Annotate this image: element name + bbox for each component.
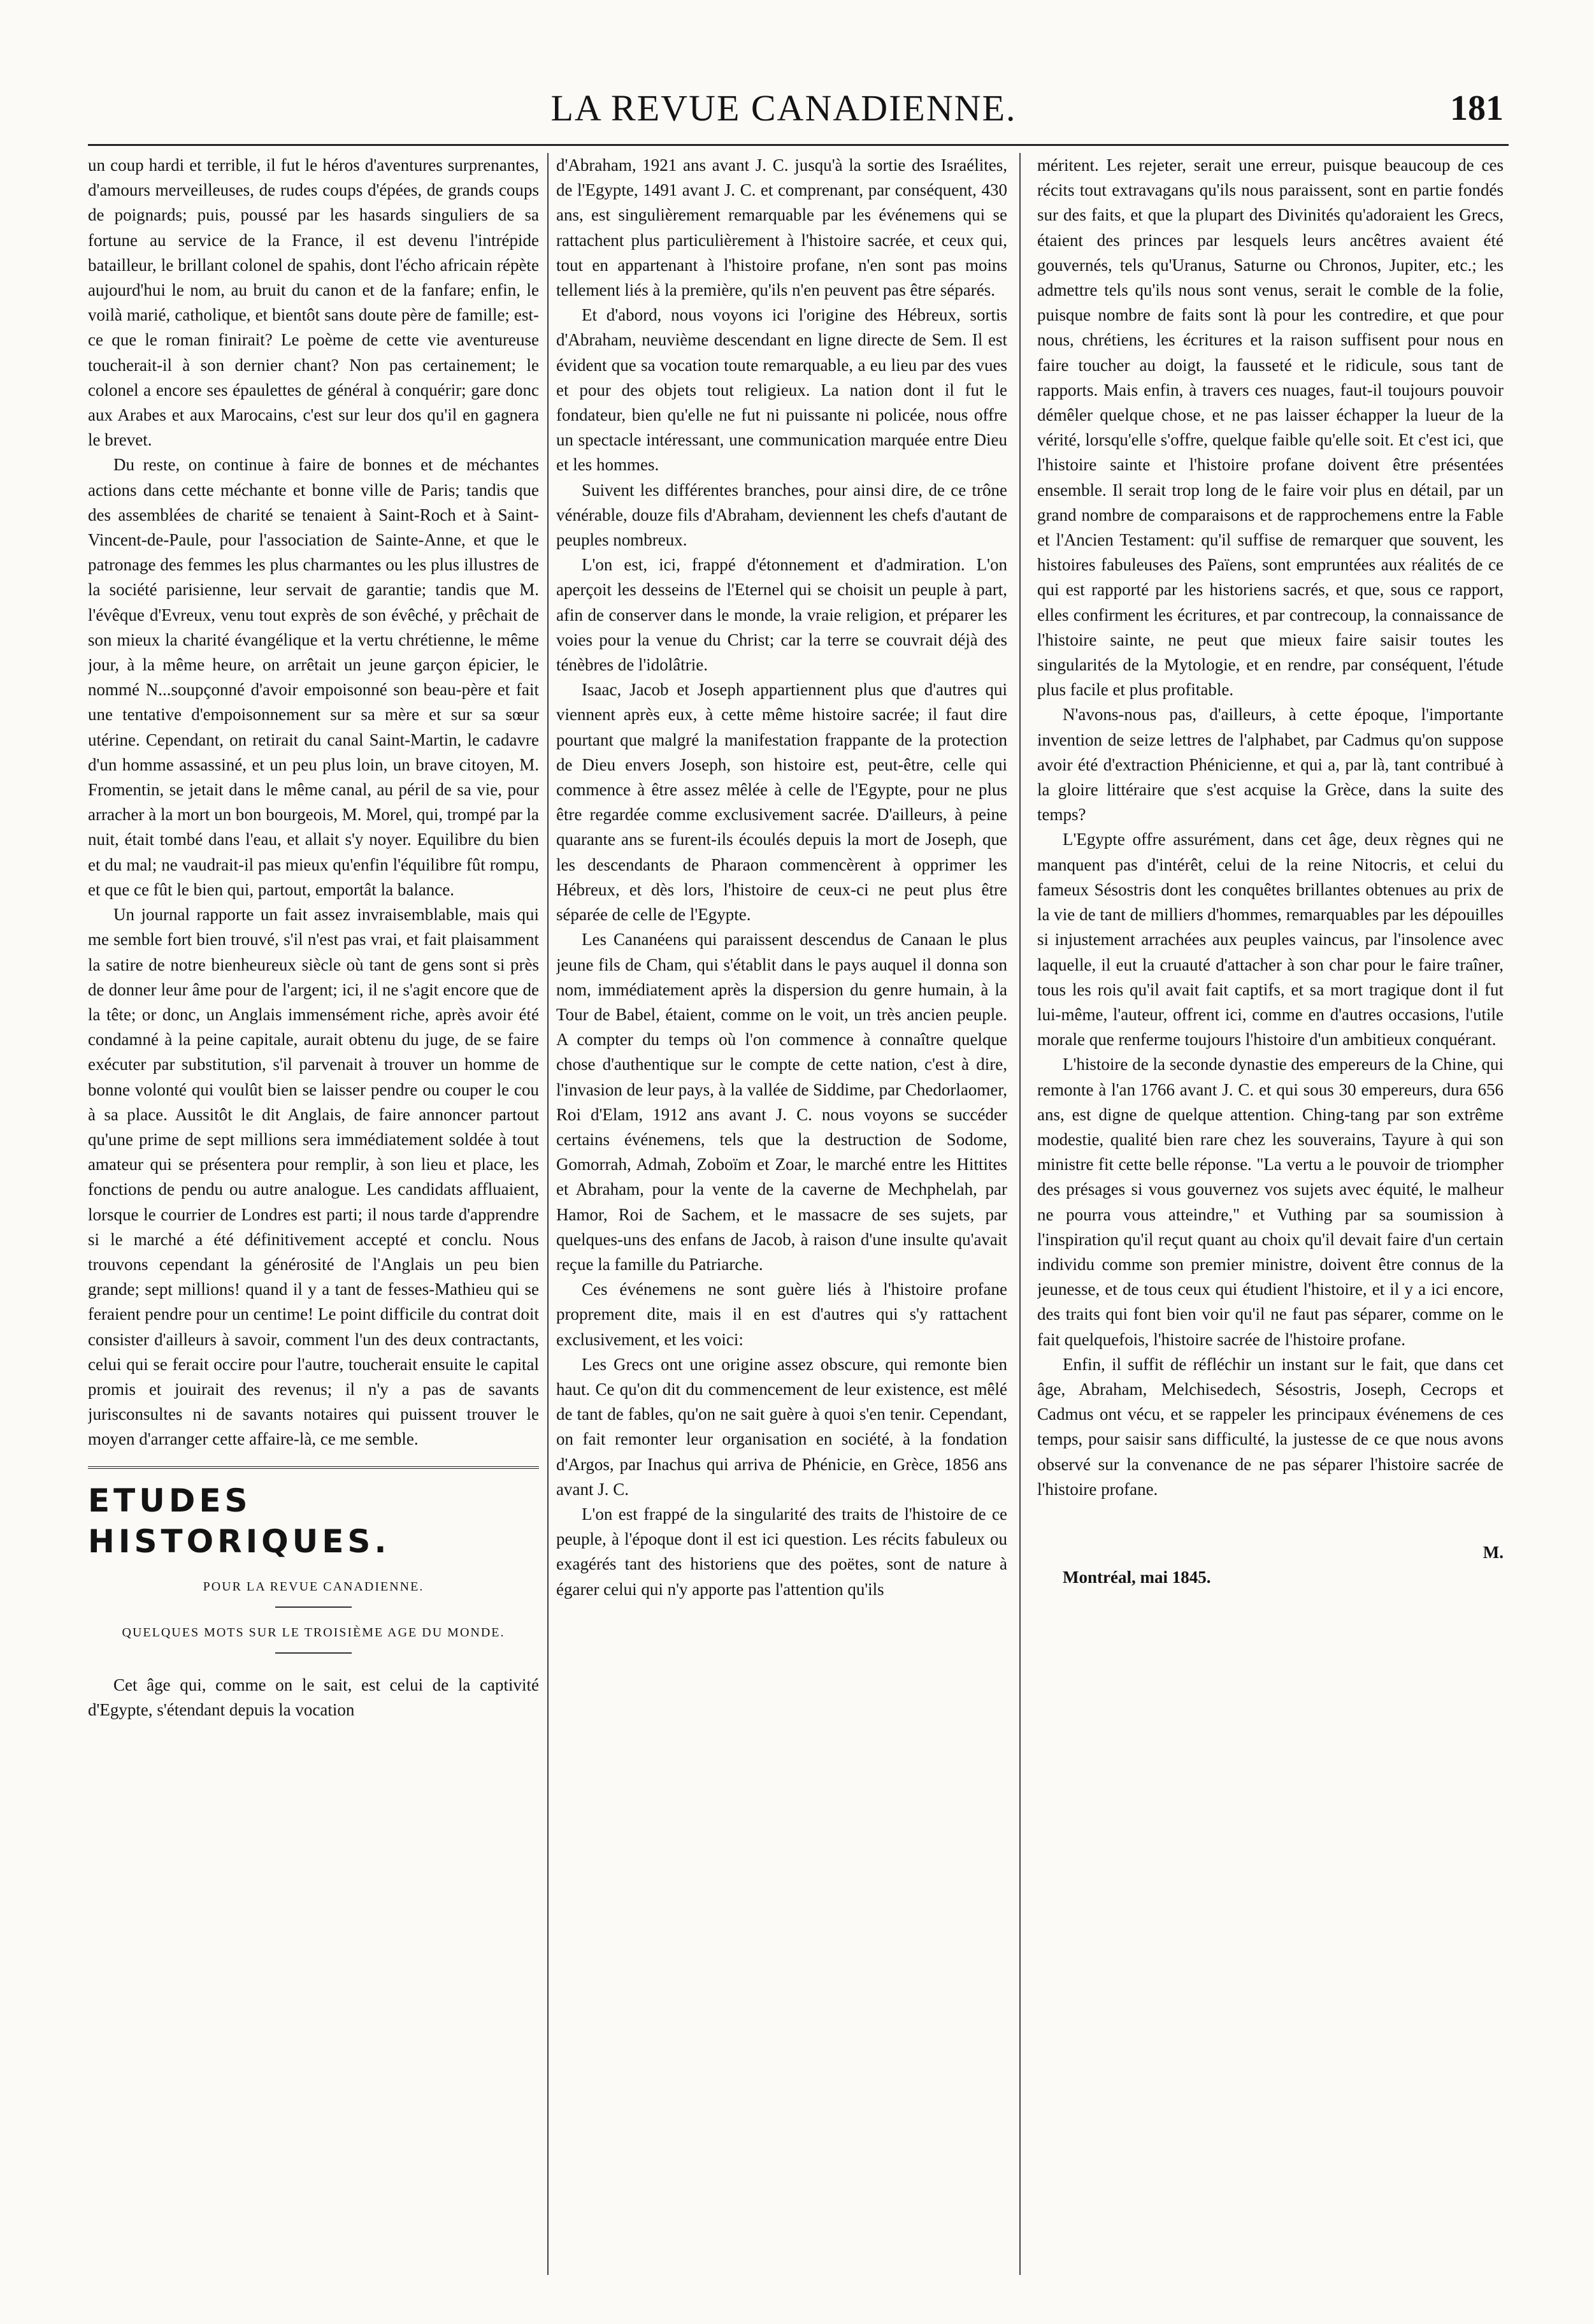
author-signature: M. xyxy=(1483,1542,1504,1562)
paragraph: L'histoire de la seconde dynastie des empereurs de la Chine, qui remonte à l'an 1766 avant J. C. et qui sous 30 empereurs, dura 656 ans, est digne de quelque attention. Ching-tang par son extrême modestie, qualité bien rare chez les souverains, Tayure à qui son ministre fit cette belle réponse. "La vertu a le pouvoir de triompher des présages si vous gouvernez vos sujets avec équité, le malheur ne pourra vous atteindre," et Vuthing par sa soumission à l'inspiration qu'il reçut quant au choix qu'il devait faire d'un certain individu comme son premier ministre, doivent être connus de la jeunesse, et de tous ceux qui étudient l'histoire, et il y a ici encore, des traits qui font bien voir qu'il ne faut pas séparer, comme on le fait quelquefois, l'histoire sacrée de l'histoire profane. xyxy=(1037,1055,1504,1349)
paragraph: Isaac, Jacob et Joseph appartiennent plus que d'autres qui viennent après eux, à cette même histoire sacrée; il faut dire pourtant que malgré la manifestation frappante de la protection de Dieu envers Joseph, son histoire est, peut-être, celle qui commence à être assez mêlée à celle de l'Egypte, pour ne plus être regardée comme exclusivement sacrée. D'ailleurs, à peine quarante ans se furent-ils écoulés depuis la mort de Joseph, que les descendants de Pharaon commencèrent à opprimer les Hébreux, et dès lors, l'histoire de ceux-ci ne peut plus être séparée de celle de l'Egypte. xyxy=(556,680,1007,925)
short-rule xyxy=(275,1652,352,1654)
dateline: Montréal, mai 1845. xyxy=(1063,1568,1211,1587)
column-middle xyxy=(556,153,1007,2281)
header-rule xyxy=(88,144,1509,146)
column-divider-2 xyxy=(1019,153,1021,2275)
paragraph: N'avons-nous pas, d'ailleurs, à cette époque, l'importante invention de seize lettres de l'alphabet, par Cadmus qu'on suppose avoir été d'extraction Phénicienne, et qui a, par là, tant contribué à la gloire littéraire que s'est acquise la Grèce, dans la suite des temps? xyxy=(1037,705,1504,825)
paragraph: L'on est, ici, frappé d'étonnement et d'admiration. L'on aperçoit les desseins de l'Eternel qui se choisit un peuple à part, afin de conserver dans le monde, la vraie religion, et préparer les voies pour la venue du Christ; car la terre se couvrait déjà des ténèbres de l'idolâtrie. xyxy=(556,555,1007,675)
paragraph: Les Cananéens qui paraissent descendus de Canaan le plus jeune fils de Cham, qui s'établit dans le pays auquel il donna son nom, immédiatement après la dispersion du genre humain, à la Tour de Babel, étaient, comme on le voit, un très ancien peuple. A compter du temps où l'on commence à connaître quelque chose d'authentique sur le compte de cette nation, c'est à dire, l'invasion de leur pays, à la vallée de Siddime, par Chedorlaomer, Roi d'Elam, 1912 ans avant J. C. nous voyons se succéder certains événemens, tels que la destruction de Sodome, Gomorrah, Admah, Zoboïm et Zoar, le marché entre les Hittites et Abraham, pour la vente de la caverne de Mechphelah, par Hamor, Roi de Sachem, et le massacre de ses sujets, par quelques-uns des enfans de Jacob, à raison d'une insulte qu'avait reçue la famille du Patriarche. xyxy=(556,930,1007,1274)
paragraph: Et d'abord, nous voyons ici l'origine des Hébreux, sortis d'Abraham, neuvième descendant en ligne directe de Sem. Il est évident que sa vocation toute remarquable, a eu lieu par des vues et pour des objets tout religieux. La nation dont il fut le fondateur, bien qu'elle ne fut ni puissante ni policée, nous offre un spectacle intéressant, une communication marquée entre Dieu et les hommes. xyxy=(556,305,1007,475)
section-title: ETUDES HISTORIQUES. xyxy=(88,1482,391,1560)
paragraph: Ces événemens ne sont guère liés à l'histoire profane proprement dite, mais il en est d'autres qui s'y rattachent exclusivement, et les voici: xyxy=(556,1280,1007,1349)
paragraph: un coup hardi et terrible, il fut le héros d'aventures surprenantes, d'amours merveilleuses, de rudes coups d'épées, de grands coups de poignards; puis, poussé par les hasards singuliers de sa fortune au service de la France, il est devenu l'intrépide batailleur, le brillant colonel de spahis, dont l'écho africain répète aujourd'hui le nom, au bruit du canon et de la fanfare; enfin, le voilà marié, catholique, et bientôt sans doute père de famille; est-ce que le roman finirait? Le poème de cette vie aventureuse toucherait-il à son dernier chant? Non pas certainement; le colonel a encore ses épaulettes de général à conquérir; gare donc aux Arabes et aux Marocains, c'est sur leur dos qu'il en gagnera le brevet. xyxy=(88,155,539,450)
section-divider xyxy=(88,1466,539,1469)
paragraph: Cet âge qui, comme on le sait, est celui de la captivité d'Egypte, s'étendant depuis la vocation xyxy=(88,1675,539,1719)
paragraph: L'on est frappé de la singularité des traits de l'histoire de ce peuple, à l'époque dont il est ici question. Les récits fabuleux ou exagérés tant des historiens que des poëtes, sont de nature à égarer celui qui n'y apporte pas l'attention qu'ils xyxy=(556,1504,1007,1599)
section-source: POUR LA REVUE CANADIENNE. xyxy=(203,1579,424,1594)
paragraph: méritent. Les rejeter, serait une erreur, puisque beaucoup de ces récits tout extravagans qu'ils nous paraissent, sont en partie fondés sur des faits, et que la plupart des Divinités qu'adoraient les Grecs, étaient des princes par lesquels leurs ancêtres avaient été gouvernés, tels qu'Uranus, Saturne ou Chronos, Jupiter, etc.; les admettre tels qu'ils nous sont venus, serait le comble de la folie, puisque nombre de faits sont là pour les contredire, et que pour nous, chrétiens, les écritures et la raison suffisent pour nous en faire toucher au doigt, la fausseté et le ridicule, sous tant de rapports. Mais enfin, à travers ces nuages, faut-il toujours pouvoir démêler quelque chose, et ne pas laisser échapper la lueur de la vérité, lorsqu'elle s'offre, quelque faible qu'elle soit. Et c'est ici, que l'histoire sainte et l'histoire profane doivent être présentées ensemble. Il serait trop long de le faire voir plus en détail, par un grand nombre de comparaisons et de rapprochemens entre la Fable et l'Ancien Testament: qu'il suffise de remarquer que souvent, les histoires fabuleuses des Païens, sont empruntées aux réalités de ce qui est rapporté par les historiens sacrés, et que, sous ce rapport, elles confirment les écritures, et par contrecoup, la connaissance de l'histoire sainte, ne peut que mieux faire saisir toutes les singularités de la Mytologie, et en rendre, par conséquent, l'étude plus facile et plus profitable. xyxy=(1037,155,1504,700)
paragraph: L'Egypte offre assurément, dans cet âge, deux règnes qui ne manquent pas d'intérêt, celui de la reine Nitocris, et celui du fameux Sésostris dont les conquêtes brillantes obtenues au prix de la vie de tant de milliers d'hommes, remarquables par les dépouilles si injustement arrachées aux peuples vaincus, par l'insolence avec laquelle, il eut la cruauté d'attacher à son char pour le faire traîner, tous les rois qu'il avait fait captifs, et sa mort tragique dont il fut lui-même, l'auteur, offrent ici, comme en d'autres occasions, l'utile morale que renferme toujours l'histoire d'un ambitieux conquérant. xyxy=(1037,830,1504,1050)
page-header xyxy=(64,83,1504,134)
page-number: 181 xyxy=(1450,89,1504,128)
paragraph: Enfin, il suffit de réfléchir un instant sur le fait, que dans cet âge, Abraham, Melchisedech, Sésostris, Joseph, Cecrops et Cadmus ont vécu, et se rappeler les principaux événemens de ces temps, pour saisir sans difficulté, la justesse de ce que nous avons observé sur la convenance de ne pas séparer l'histoire sacrée de l'histoire profane. xyxy=(1037,1354,1504,1499)
paragraph: Les Grecs ont une origine assez obscure, qui remonte bien haut. Ce qu'on dit du commencement de leur existence, est mêlé de tant de fables, qu'on ne sait guère à quoi s'en tenir. Cependant, on fait remonter leur organisation en société, à la fondation d'Argos, par Inachus qui arriva de Phénicie, en Grèce, 1856 ans avant J. C. xyxy=(556,1354,1007,1499)
section-subtitle: QUELQUES MOTS SUR LE TROISIÈME AGE DU MONDE. xyxy=(122,1625,505,1640)
paragraph: Suivent les différentes branches, pour ainsi dire, de ce trône vénérable, douze fils d'Abraham, deviennent les chefs d'autant de peuples nombreux. xyxy=(556,480,1007,550)
column-left xyxy=(88,153,539,2281)
column-right xyxy=(1037,153,1504,2281)
paragraph: Un journal rapporte un fait assez invraisemblable, mais qui me semble fort bien trouvé, s'il n'est pas vrai, et fait plaisamment la satire de notre bienheureux siècle où tant de gens sont si près de donner leur âme pour de l'argent; ici, il ne s'agit encore que de la tête; or donc, un Anglais immensément riche, après avoir été condamné à la peine capitale, aurait obtenu du juge, de se faire exécuter par substitution, s'il parvenait à trouver un homme de bonne volonté qui voulût bien se laisser pendre ou couper le cou à sa place. Aussitôt le dit Anglais, de faire annoncer partout qu'une prime de sept millions sera immédiatement soldée à tout amateur qui se présentera pour remplir, à son lieu et place, les fonctions de pendu ou autre analogue. Les candidats affluaient, lorsque le courrier de Londres est parti; il nous tarde d'apprendre si le marché a été définitivement accepté et conclu. Nous trouvons cependant la générosité de l'Anglais un peu bien grande; sept millions! quand il y a tant de fesses-Mathieu qui se feraient pendre pour un centime! Le point difficile du contrat doit consister d'ailleurs à savoir, comment l'un des deux contractants, celui qui se ferait occire pour l'autre, toucherait ensuite le capital promis et jouirait des revenus; il n'y a pas de savants jurisconsultes ni de savants notaires qui puissent trouver le moyen d'arranger cette affaire-là, ce me semble. xyxy=(88,905,539,1449)
running-title: LA REVUE CANADIENNE. xyxy=(550,87,1017,129)
column-divider-1 xyxy=(547,153,549,2275)
paragraph: d'Abraham, 1921 ans avant J. C. jusqu'à la sortie des Israélites, de l'Egypte, 1491 avant J. C. et comprenant, par conséquent, 430 ans, est singulièrement remarquable par les événemens qui se rattachent plus particulièrement à l'histoire sacrée, et ceux qui, tout en appartenant à l'histoire profane, n'en sont pas moins tellement liés à la première, qu'ils n'en peuvent pas être séparés. xyxy=(556,155,1007,300)
paragraph: Du reste, on continue à faire de bonnes et de méchantes actions dans cette méchante et bonne ville de Paris; tandis que des assemblées de charité se tenaient à Saint-Roch et à Saint-Vincent-de-Paule, pour l'association de Sainte-Anne, et que le patronage des femmes les plus charmantes ou les plus illustres de la société parisienne, leur servait de garantie; tandis que M. l'évêque d'Evreux, venu tout exprès de son évêché, y prêchait de son mieux la charité évangélique et la vertu chrétienne, le même jour, à la même heure, on arrêtait un jeune garçon épicier, le nommé N...soupçonné d'avoir empoisonné son beau-père et fait une tentative d'empoisonnement sur sa mère et sur sa sœur utérine. Cependant, on retirait du canal Saint-Martin, le cadavre d'un homme assassiné, et un peu plus loin, un brave citoyen, M. Fromentin, se jetait dans le même canal, au péril de sa vie, pour arracher à la mort un bon bourgeois, M. Morel, qui, trompé par la nuit, était tombé dans l'eau, et allait s'y noyer. Equilibre du bien et du mal; ne vaudrait-il pas mieux qu'enfin l'équilibre fût rompu, et que ce fût le bien qui, partout, emportât la balance. xyxy=(88,455,539,899)
short-rule xyxy=(275,1606,352,1608)
